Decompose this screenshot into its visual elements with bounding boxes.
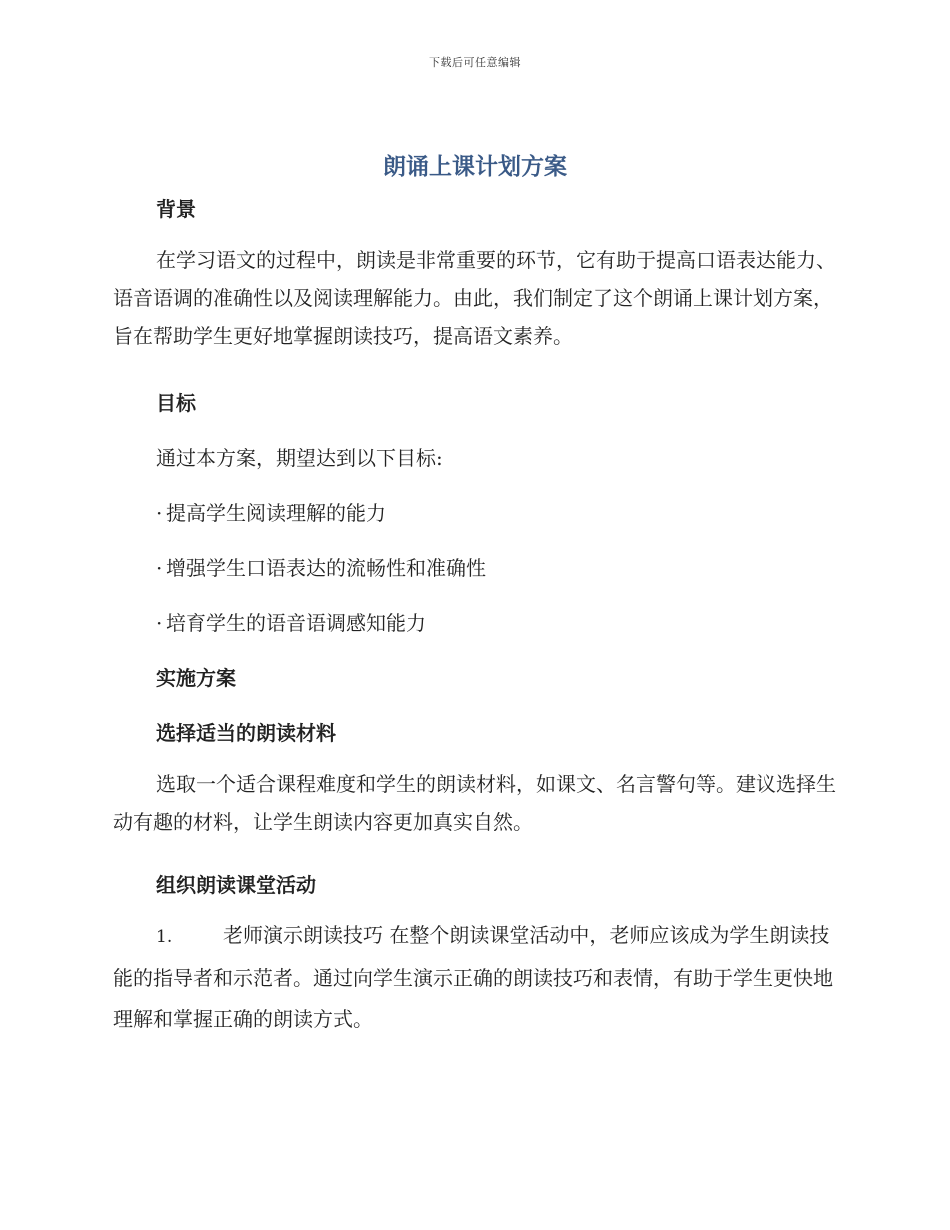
goal-item-text: 提高学生阅读理解的能力 — [166, 501, 386, 525]
bullet-icon: · — [156, 611, 163, 635]
activity-list-item — [113, 915, 840, 1040]
subsection-heading-material: 选择适当的朗读材料 — [156, 721, 336, 745]
goal-item-text: 培育学生的语音语调感知能力 — [166, 611, 426, 635]
subsection-heading-activities: 组织朗读课堂活动 — [156, 873, 316, 897]
material-paragraph: 选取一个适合课程难度和学生的朗读材料，如课文、名言警句等。建议选择生动有趣的材料，让学生朗读内容更加真实自然。 — [113, 772, 836, 834]
page-header-note: 下载后可任意编辑 — [429, 56, 521, 69]
section-heading-implementation: 实施方案 — [156, 666, 236, 690]
section-heading-background: 背景 — [156, 197, 196, 221]
bullet-icon: · — [156, 501, 163, 525]
goals-intro: 通过本方案，期望达到以下目标: — [156, 446, 443, 470]
goal-list-item — [113, 552, 883, 581]
activity-item-number: 1. — [156, 927, 173, 947]
goal-list-item — [113, 497, 883, 526]
goal-list-item — [113, 607, 883, 636]
background-paragraph: 在学习语文的过程中，朗读是非常重要的环节，它有助于提高口语表达能力、语音语调的准确性以及阅读理解能力。由此，我们制定了这个朗诵上课计划方案，旨在帮助学生更好地掌握朗读技巧，提高语文素养。 — [113, 248, 836, 348]
bullet-icon: · — [156, 556, 163, 580]
activity-item-text: 老师演示朗读技巧 在整个朗读课堂活动中，老师应该成为学生朗读技能的指导者和示范者。通过向学生演示正确的朗读技巧和表情，有助于学生更快地理解和掌握正确的朗读方式。 — [113, 923, 833, 1031]
section-heading-goals: 目标 — [156, 391, 196, 415]
goal-item-text: 增强学生口语表达的流畅性和准确性 — [166, 556, 486, 580]
document-title: 朗诵上课计划方案 — [383, 154, 567, 180]
